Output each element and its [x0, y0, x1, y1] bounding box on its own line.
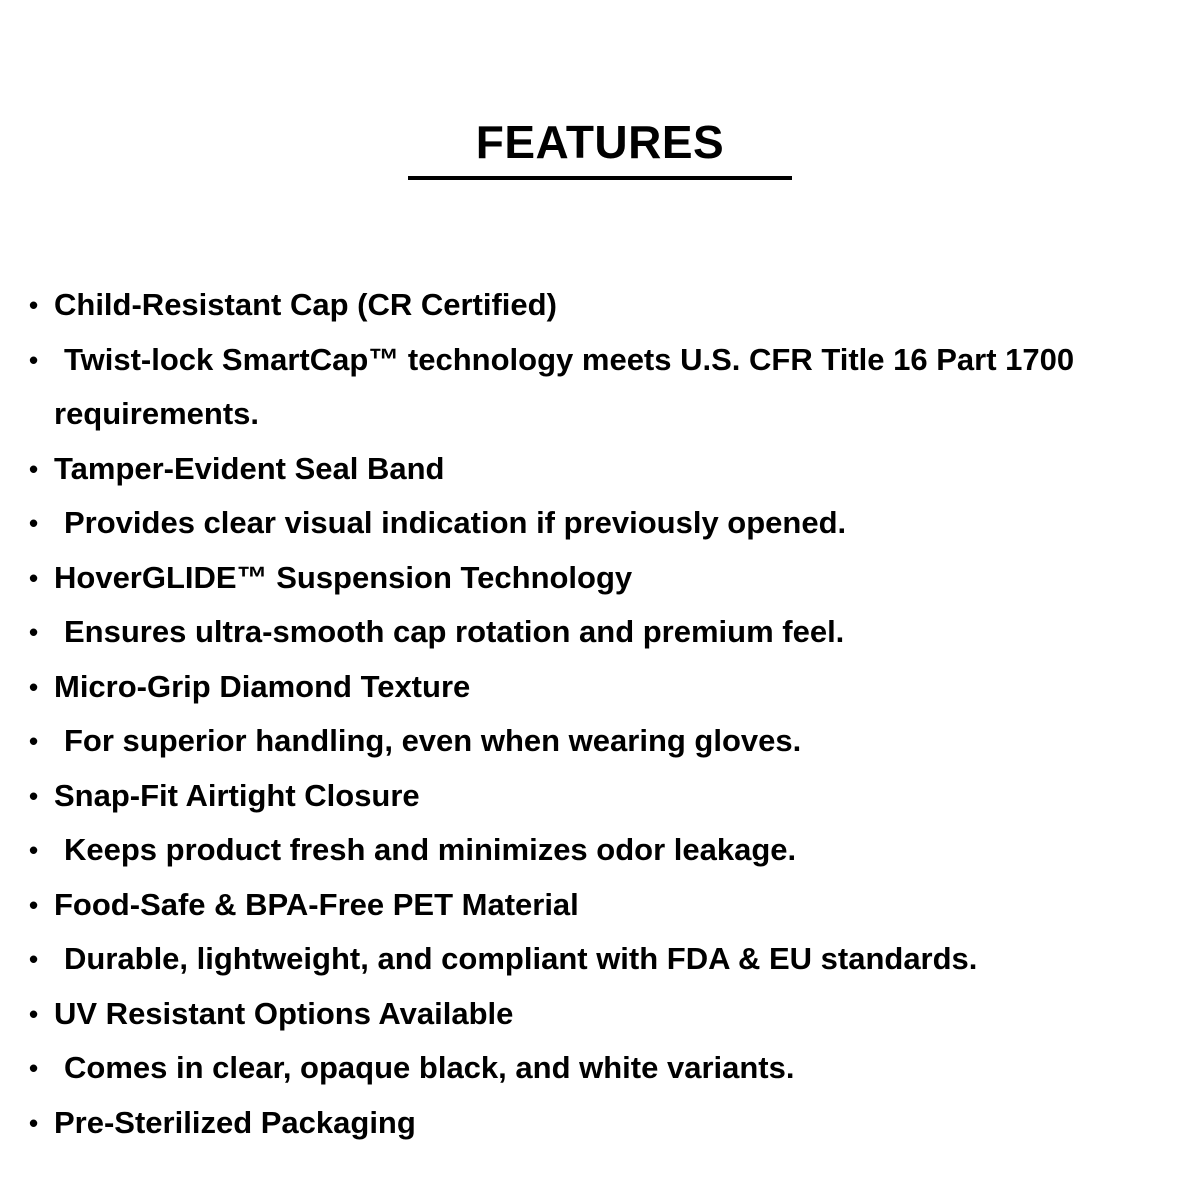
bullet-icon: •: [29, 1053, 39, 1083]
bullet-icon: •: [29, 562, 39, 593]
bullet-icon: •: [29, 290, 39, 320]
feature-detail-continuation: requirements.: [54, 396, 260, 431]
bullet-icon: •: [29, 1107, 39, 1138]
bullet-icon: •: [29, 344, 39, 375]
feature-detail: • Provides clear visual indication if previously opened.: [0, 496, 1200, 551]
feature-heading: • Tamper-Evident Seal Band: [0, 442, 1200, 497]
bullet-icon: •: [29, 726, 39, 756]
bullet-icon: •: [29, 453, 39, 484]
feature-detail: • For superior handling, even when wearing gloves.: [0, 714, 1200, 769]
feature-heading: • Child-Resistant Cap (CR Certified): [0, 278, 1200, 333]
bullet-icon: •: [29, 998, 39, 1029]
title-underline: [408, 176, 792, 180]
bullet-icon: •: [29, 944, 39, 974]
bullet-icon: •: [29, 835, 39, 865]
bullet-icon: •: [29, 780, 39, 811]
feature-heading: • Snap-Fit Airtight Closure: [0, 769, 1200, 824]
bullet-icon: •: [29, 617, 39, 647]
feature-heading: • UV Resistant Options Available: [0, 987, 1200, 1042]
bullet-icon: •: [29, 508, 39, 538]
feature-detail: • Comes in clear, opaque black, and white variants.: [0, 1041, 1200, 1096]
feature-detail: • Ensures ultra-smooth cap rotation and premium feel.: [0, 605, 1200, 660]
feature-detail: • Durable, lightweight, and compliant with FDA & EU standards.: [0, 932, 1200, 987]
bullet-icon: •: [29, 671, 39, 702]
features-list: [0, 278, 1200, 1150]
feature-detail: • Twist-lock SmartCap™ technology meets U.S. CFR Title 16 Part 1700: [0, 333, 1200, 388]
feature-heading: • Pre-Sterilized Packaging: [0, 1096, 1200, 1151]
feature-heading: • Micro-Grip Diamond Texture: [0, 660, 1200, 715]
feature-heading: • Food-Safe & BPA-Free PET Material: [0, 878, 1200, 933]
feature-detail: • Keeps product fresh and minimizes odor leakage.: [0, 823, 1200, 878]
bullet-icon: •: [29, 889, 39, 920]
page-title: FEATURES: [475, 116, 725, 168]
feature-heading: • HoverGLIDE™ Suspension Technology: [0, 551, 1200, 606]
